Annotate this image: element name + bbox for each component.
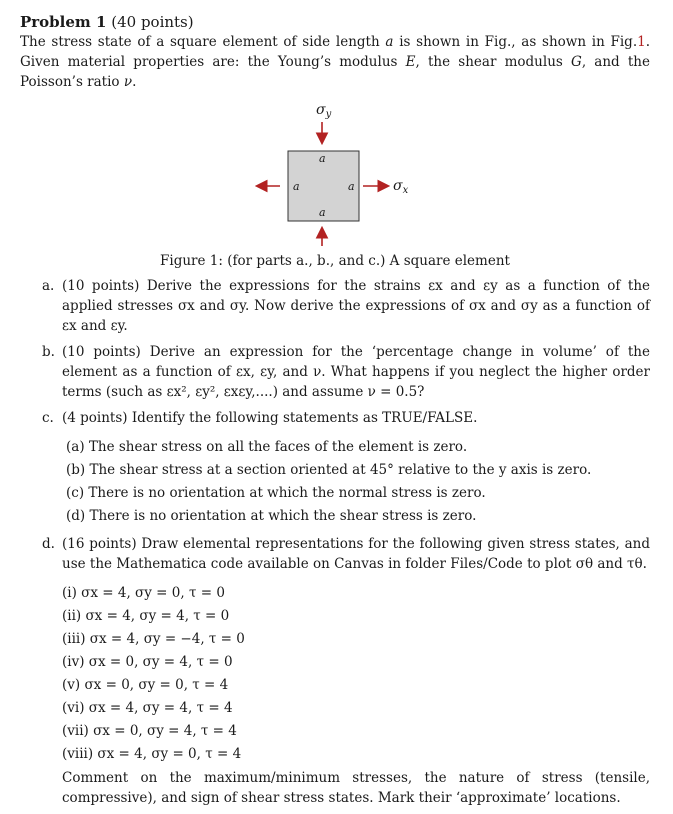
case-label: (viii) <box>62 746 94 762</box>
item-text: The shear stress at a section oriented at 45° relative to the y axis is zero. <box>89 462 592 478</box>
intro-var-G: G <box>571 54 582 70</box>
case-label: (i) <box>62 585 77 601</box>
label-sigma-x: $\sigma_x$ <box>393 178 409 196</box>
intro-text: , and the Poisson’s ratio <box>20 54 650 90</box>
part-d <box>20 534 650 808</box>
stress-state-list <box>62 582 650 766</box>
case-label: (ii) <box>62 608 82 624</box>
square-element-figure <box>20 96 650 246</box>
list-item <box>66 505 650 528</box>
problem-label: Problem 1 <box>20 13 107 31</box>
list-item <box>66 436 650 459</box>
list-item <box>62 582 650 605</box>
figure-reference-link[interactable]: 1 <box>637 34 646 50</box>
document-page <box>20 12 650 814</box>
list-item <box>62 674 650 697</box>
part-d-text: (16 points) Draw elemental representations for the following given stress states, and use the Mathematica code available on Canvas in folder Files/Code to plot σθ and τθ. <box>62 536 650 572</box>
problem-heading <box>20 12 650 32</box>
intro-text: . Given material properties are: the Young’s modulus <box>20 34 651 70</box>
intro-var-E: E <box>405 54 416 70</box>
intro-text: . <box>132 74 137 90</box>
figure-caption: Figure 1: (for parts a., b., and c.) A square element <box>160 253 510 269</box>
case-text: σx = 4, σy = −4, τ = 0 <box>89 631 245 647</box>
case-text: σx = 4, σy = 0, τ = 4 <box>97 746 242 762</box>
item-label: (d) <box>66 508 86 524</box>
list-item <box>62 697 650 720</box>
intro-text: is shown in Fig., as shown in Fig. <box>393 34 638 50</box>
case-label: (iv) <box>62 654 85 670</box>
item-text: There is no orientation at which the shear stress is zero. <box>89 508 477 524</box>
part-d-comment: Comment on the maximum/minimum stresses, the nature of stress (tensile, compressive), and sign of shear stress states. Mark their ‘approximate’ locations. <box>62 770 650 806</box>
part-b <box>20 342 650 402</box>
part-b-text: (10 points) Derive an expression for the ‘percentage change in volume’ of the element as a function of εx, εy, and ν. What happens if you neglect the higher order terms (such as εx², εy², εxεy,....) and assume ν = 0.5? <box>62 344 650 400</box>
case-label: (v) <box>62 677 81 693</box>
case-label: (vi) <box>62 700 85 716</box>
part-label: d. <box>42 536 55 552</box>
intro-text: The stress state of a square element of side length <box>20 34 386 50</box>
list-item <box>62 651 650 674</box>
intro-var-a: a <box>385 34 394 50</box>
item-label: (c) <box>66 485 85 501</box>
case-text: σx = 4, σy = 4, τ = 0 <box>85 608 230 624</box>
intro-text: , the shear modulus <box>415 54 572 70</box>
part-label: b. <box>42 344 55 360</box>
part-c <box>20 408 650 528</box>
part-label: a. <box>42 278 55 294</box>
case-label: (vii) <box>62 723 89 739</box>
item-label: (a) <box>66 439 85 455</box>
list-item <box>62 605 650 628</box>
case-label: (iii) <box>62 631 86 647</box>
part-label: c. <box>42 410 54 426</box>
figure-svg <box>20 96 650 246</box>
list-item <box>62 720 650 743</box>
side-label-left: a <box>293 180 300 193</box>
label-sigma-y: $\sigma_y$ <box>316 102 332 120</box>
list-item <box>66 482 650 505</box>
side-label-top: a <box>319 152 326 165</box>
intro-var-nu: ν <box>123 74 133 90</box>
list-item <box>62 628 650 651</box>
case-text: σx = 4, σy = 0, τ = 0 <box>81 585 225 601</box>
case-text: σx = 4, σy = 4, τ = 4 <box>88 700 233 716</box>
side-label-right: a <box>348 180 355 193</box>
list-item <box>62 743 650 766</box>
case-text: σx = 0, σy = 4, τ = 0 <box>88 654 233 670</box>
part-a <box>20 276 650 336</box>
case-text: σx = 0, σy = 0, τ = 4 <box>84 677 229 693</box>
item-label: (b) <box>66 462 86 478</box>
part-c-text: (4 points) Identify the following statements as TRUE/FALSE. <box>62 410 478 426</box>
problem-intro <box>20 32 650 92</box>
part-a-text: (10 points) Derive the expressions for the strains εx and εy as a function of the applied stresses σx and σy. Now derive the expressions of σx and σy as a function of εx and εy. <box>62 278 650 334</box>
case-text: σx = 0, σy = 4, τ = 4 <box>93 723 237 739</box>
side-label-bottom: a <box>319 206 326 219</box>
problem-points: (40 points) <box>111 13 194 31</box>
list-item <box>66 459 650 482</box>
item-text: The shear stress on all the faces of the element is zero. <box>88 439 468 455</box>
item-text: There is no orientation at which the normal stress is zero. <box>88 485 486 501</box>
true-false-list <box>62 436 650 528</box>
